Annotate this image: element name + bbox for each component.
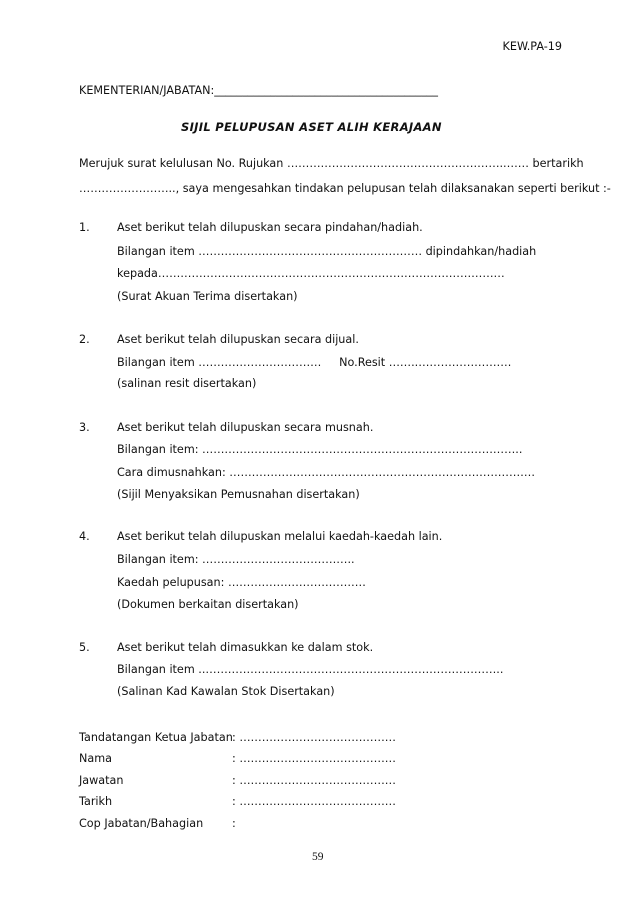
signature-value-position: : …………………………………… — [232, 774, 396, 787]
signature-label-stamp: Cop Jabatan/Bahagian — [79, 817, 204, 830]
form-code: KEW.PA-19 — [502, 40, 562, 53]
section-2-heading: Aset berikut telah dilupuskan secara dijual. — [117, 333, 359, 346]
signature-label-name: Nama — [79, 752, 112, 765]
signature-value-signature: : …………………………………… — [232, 731, 396, 744]
section-5-heading: Aset berikut telah dimasukkan ke dalam stok. — [117, 641, 374, 654]
signature-value-stamp: : — [232, 817, 236, 830]
section-4-line-2: Kaedah pelupusan: ………………………………. — [117, 576, 366, 589]
section-3-number: 3. — [79, 421, 90, 434]
intro-line-1: Merujuk surat kelulusan No. Rujukan …………………………………………………..…… bertarikh — [79, 157, 584, 170]
section-2-line-2: (salinan resit disertakan) — [117, 377, 257, 390]
section-3-line-3: (Sijil Menyaksikan Pemusnahan disertakan) — [117, 488, 360, 501]
signature-value-name: : …………………………………… — [232, 752, 396, 765]
section-5-number: 5. — [79, 641, 90, 654]
page-number: 59 — [312, 851, 324, 863]
section-1-number: 1. — [79, 221, 90, 234]
section-4-line-1: Bilangan item: ………………………………….. — [117, 553, 355, 566]
section-1-line-3: (Surat Akuan Terima disertakan) — [117, 290, 298, 303]
section-4-heading: Aset berikut telah dilupuskan melalui kaedah-kaedah lain. — [117, 530, 443, 543]
signature-label-position: Jawatan — [79, 774, 124, 787]
section-5-line-1: Bilangan item ..…………………………………………………………………….. — [117, 663, 504, 676]
section-5-line-2: (Salinan Kad Kawalan Stok Disertakan) — [117, 685, 335, 698]
section-2-line-1: Bilangan item …………………………… No.Resit ……..……………………. — [117, 356, 512, 369]
intro-line-2: …………………….., saya mengesahkan tindakan pelupusan telah dilaksanakan seperti berikut :- — [79, 182, 611, 195]
ministry-line: KEMENTERIAN/JABATAN:________________________________________ — [79, 84, 438, 97]
signature-value-date: : …………………………………… — [232, 795, 396, 808]
section-3-heading: Aset berikut telah dilupuskan secara musnah. — [117, 421, 374, 434]
section-3-line-1: Bilangan item: ………………………………………………………………………….. — [117, 443, 523, 456]
section-1-line-2: kepada………………………………………………………………………………… — [117, 267, 505, 280]
signature-label-date: Tarikh — [79, 795, 113, 808]
signature-label-signature: Tandatangan Ketua Jabatan — [79, 731, 233, 744]
section-2-number: 2. — [79, 333, 90, 346]
section-1-heading: Aset berikut telah dilupuskan secara pindahan/hadiah. — [117, 221, 423, 234]
document-title: SIJIL PELUPUSAN ASET ALIH KERAJAAN — [181, 120, 442, 134]
section-3-line-2: Cara dimusnahkan: ………………………………………………………………………. — [117, 466, 535, 479]
section-4-line-3: (Dokumen berkaitan disertakan) — [117, 598, 299, 611]
section-1-line-1: Bilangan item …………………………………………………… dipindahkan/hadiah — [117, 245, 537, 258]
section-4-number: 4. — [79, 530, 90, 543]
